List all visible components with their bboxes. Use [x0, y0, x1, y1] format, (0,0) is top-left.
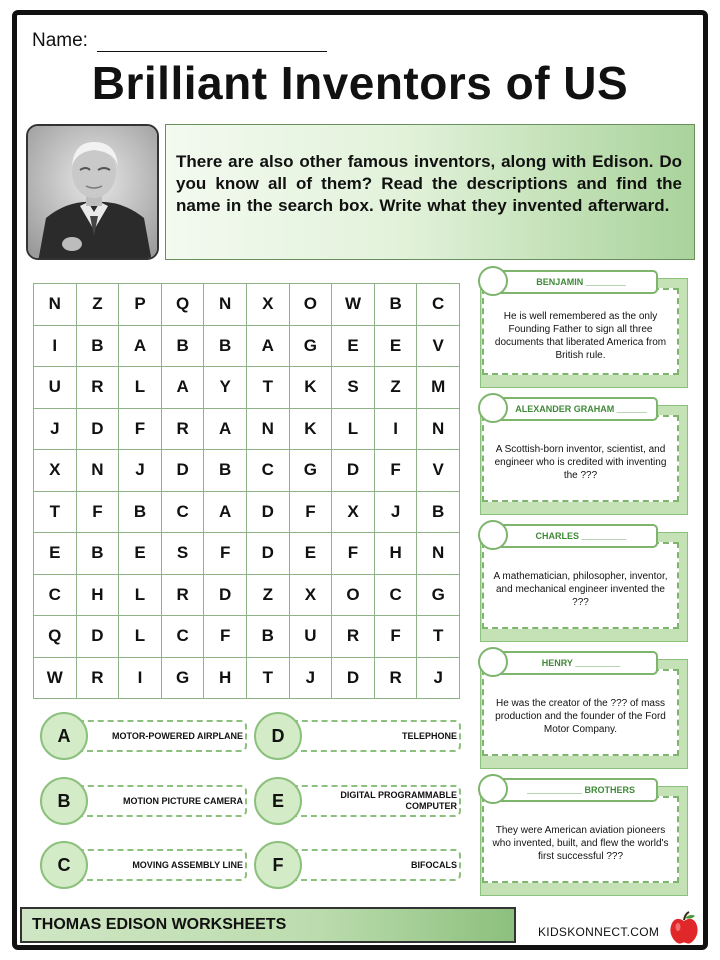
grid-cell[interactable]: D	[77, 409, 120, 451]
grid-cell[interactable]: D	[162, 450, 205, 492]
grid-cell[interactable]: Y	[204, 367, 247, 409]
clue-text: They were American aviation pioneers who invented, built, and flew the world's first successful ???	[492, 825, 669, 862]
clue-bullet-icon	[478, 266, 508, 296]
grid-cell[interactable]: J	[375, 492, 418, 534]
grid-cell[interactable]: J	[34, 409, 77, 451]
grid-cell[interactable]: A	[119, 326, 162, 368]
grid-cell[interactable]: O	[332, 575, 375, 617]
invention-label: TELEPHONE	[401, 730, 457, 741]
grid-cell[interactable]: T	[417, 616, 460, 658]
edison-portrait	[26, 124, 159, 260]
grid-cell[interactable]: S	[162, 533, 205, 575]
page-title: Brilliant Inventors of US	[91, 57, 629, 109]
grid-cell[interactable]: N	[417, 533, 460, 575]
clue-bullet-icon	[478, 647, 508, 677]
name-line	[32, 30, 327, 52]
name-label: Name:	[32, 30, 88, 51]
grid-cell[interactable]: R	[332, 616, 375, 658]
clue-heading[interactable]: BENJAMIN ________	[490, 270, 658, 294]
grid-cell[interactable]: N	[417, 409, 460, 451]
word-search-grid	[33, 283, 460, 699]
grid-cell[interactable]: V	[417, 326, 460, 368]
grid-cell[interactable]: S	[332, 367, 375, 409]
grid-cell[interactable]: E	[332, 326, 375, 368]
grid-cell[interactable]: P	[119, 284, 162, 326]
grid-cell[interactable]: I	[34, 326, 77, 368]
grid-cell[interactable]: G	[290, 326, 333, 368]
clue-text: He is well remembered as the only Founding Father to sign all three documents that liberated America from British rule.	[494, 310, 667, 361]
grid-cell[interactable]: D	[247, 492, 290, 534]
grid-cell[interactable]: C	[34, 575, 77, 617]
grid-cell[interactable]: M	[417, 367, 460, 409]
grid-cell[interactable]: C	[247, 450, 290, 492]
grid-cell[interactable]: U	[34, 367, 77, 409]
grid-cell[interactable]: L	[119, 575, 162, 617]
grid-cell[interactable]: E	[290, 533, 333, 575]
grid-cell[interactable]: W	[332, 284, 375, 326]
grid-cell[interactable]: L	[332, 409, 375, 451]
clue-card-charles	[470, 522, 690, 642]
grid-cell[interactable]: H	[204, 658, 247, 700]
intro-box	[165, 124, 695, 260]
clue-text: A mathematician, philosopher, inventor, and mechanical engineer invented the ???	[493, 571, 668, 608]
grid-cell[interactable]: Z	[375, 367, 418, 409]
brand-text: KIDSKONNECT.COM	[538, 925, 660, 939]
grid-cell[interactable]: A	[162, 367, 205, 409]
grid-cell[interactable]: T	[247, 658, 290, 700]
grid-cell[interactable]: N	[77, 450, 120, 492]
grid-cell[interactable]: G	[290, 450, 333, 492]
grid-cell[interactable]: I	[119, 658, 162, 700]
grid-cell[interactable]: D	[247, 533, 290, 575]
worksheet-title-bar: THOMAS EDISON WORKSHEETS	[20, 907, 516, 943]
invention-letter: C	[40, 841, 88, 889]
clue-bullet-icon	[478, 393, 508, 423]
grid-cell[interactable]: F	[119, 409, 162, 451]
grid-cell[interactable]: U	[290, 616, 333, 658]
grid-cell[interactable]: A	[247, 326, 290, 368]
grid-cell[interactable]: F	[375, 450, 418, 492]
grid-cell[interactable]: K	[290, 409, 333, 451]
invention-label: DIGITAL PROGRAMMABLE COMPUTER	[340, 790, 457, 811]
grid-cell[interactable]: J	[119, 450, 162, 492]
grid-cell[interactable]: C	[162, 616, 205, 658]
grid-cell[interactable]: B	[119, 492, 162, 534]
grid-cell[interactable]: F	[332, 533, 375, 575]
grid-cell[interactable]: N	[204, 284, 247, 326]
grid-cell[interactable]: D	[77, 616, 120, 658]
clue-card-brothers	[470, 776, 690, 896]
grid-cell[interactable]: F	[375, 616, 418, 658]
grid-cell[interactable]: R	[77, 367, 120, 409]
grid-cell[interactable]: L	[119, 616, 162, 658]
grid-cell[interactable]: G	[162, 658, 205, 700]
grid-cell[interactable]: B	[417, 492, 460, 534]
invention-item-a	[40, 712, 255, 760]
invention-item-f	[254, 841, 469, 889]
grid-cell[interactable]: C	[162, 492, 205, 534]
grid-cell[interactable]: R	[375, 658, 418, 700]
grid-cell[interactable]: X	[290, 575, 333, 617]
grid-cell[interactable]: E	[119, 533, 162, 575]
grid-cell[interactable]: A	[204, 492, 247, 534]
grid-cell[interactable]: E	[375, 326, 418, 368]
grid-cell[interactable]: T	[34, 492, 77, 534]
clue-bullet-icon	[478, 520, 508, 550]
grid-cell[interactable]: D	[332, 450, 375, 492]
grid-cell[interactable]: Q	[162, 284, 205, 326]
grid-cell[interactable]: J	[290, 658, 333, 700]
grid-cell[interactable]: T	[247, 367, 290, 409]
invention-letter: B	[40, 777, 88, 825]
grid-cell[interactable]: L	[119, 367, 162, 409]
grid-cell[interactable]: H	[77, 575, 120, 617]
grid-cell[interactable]: C	[375, 575, 418, 617]
invention-label: MOTOR-POWERED AIRPLANE	[111, 730, 243, 741]
clue-heading[interactable]: HENRY _________	[490, 651, 658, 675]
invention-item-c	[40, 841, 255, 889]
grid-cell[interactable]: Z	[247, 575, 290, 617]
grid-cell[interactable]: B	[77, 326, 120, 368]
invention-letter: D	[254, 712, 302, 760]
grid-cell[interactable]: V	[417, 450, 460, 492]
clue-card-benjamin	[470, 268, 690, 388]
invention-item-d	[254, 712, 469, 760]
invention-item-b	[40, 777, 255, 825]
grid-cell[interactable]: B	[247, 616, 290, 658]
grid-cell[interactable]: W	[34, 658, 77, 700]
grid-cell[interactable]: R	[162, 575, 205, 617]
grid-cell[interactable]: B	[204, 450, 247, 492]
grid-cell[interactable]: K	[290, 367, 333, 409]
grid-cell[interactable]: E	[34, 533, 77, 575]
clue-text: A Scottish-born inventor, scientist, and engineer who is credited with inventing the ???	[494, 444, 667, 481]
invention-label: BIFOCALS	[411, 859, 457, 870]
grid-cell[interactable]: J	[417, 658, 460, 700]
grid-cell[interactable]: B	[162, 326, 205, 368]
grid-cell[interactable]: X	[332, 492, 375, 534]
intro-text: There are also other famous inventors, along with Edison. Do you know all of them? Read the descriptions and find the name in the search box. Write what they invented afterward.	[176, 152, 682, 215]
grid-cell[interactable]: B	[375, 284, 418, 326]
grid-cell[interactable]: R	[77, 658, 120, 700]
grid-cell[interactable]: Z	[77, 284, 120, 326]
grid-cell[interactable]: N	[247, 409, 290, 451]
grid-cell[interactable]: B	[204, 326, 247, 368]
grid-cell[interactable]: D	[332, 658, 375, 700]
invention-letter: F	[254, 841, 302, 889]
invention-letter: E	[254, 777, 302, 825]
grid-cell[interactable]: Q	[34, 616, 77, 658]
grid-cell[interactable]: X	[34, 450, 77, 492]
grid-cell[interactable]: A	[204, 409, 247, 451]
invention-label: MOVING ASSEMBLY LINE	[132, 859, 243, 870]
grid-cell[interactable]: I	[375, 409, 418, 451]
grid-cell[interactable]: G	[417, 575, 460, 617]
invention-item-e	[254, 777, 469, 825]
grid-cell[interactable]: F	[290, 492, 333, 534]
grid-cell[interactable]: O	[290, 284, 333, 326]
clue-heading[interactable]: CHARLES _________	[490, 524, 658, 548]
grid-cell[interactable]: C	[417, 284, 460, 326]
grid-cell[interactable]: H	[375, 533, 418, 575]
grid-cell[interactable]: X	[247, 284, 290, 326]
clue-text: He was the creator of the ??? of mass production and the founder of the Ford Motor Company.	[495, 698, 666, 735]
invention-label: MOTION PICTURE CAMERA	[123, 795, 243, 806]
grid-cell[interactable]: R	[162, 409, 205, 451]
grid-cell[interactable]: D	[204, 575, 247, 617]
clue-card-alexander	[470, 395, 690, 515]
clue-heading[interactable]: ALEXANDER GRAHAM ______	[490, 397, 658, 421]
clue-bullet-icon	[478, 774, 508, 804]
grid-cell[interactable]: N	[34, 284, 77, 326]
grid-cell[interactable]: F	[204, 533, 247, 575]
grid-cell[interactable]: F	[204, 616, 247, 658]
clue-card-henry	[470, 649, 690, 769]
invention-letter: A	[40, 712, 88, 760]
name-blank	[97, 34, 327, 52]
grid-cell[interactable]: F	[77, 492, 120, 534]
clue-heading[interactable]: ___________ BROTHERS	[490, 778, 658, 802]
grid-cell[interactable]: B	[77, 533, 120, 575]
apple-icon	[668, 910, 700, 946]
